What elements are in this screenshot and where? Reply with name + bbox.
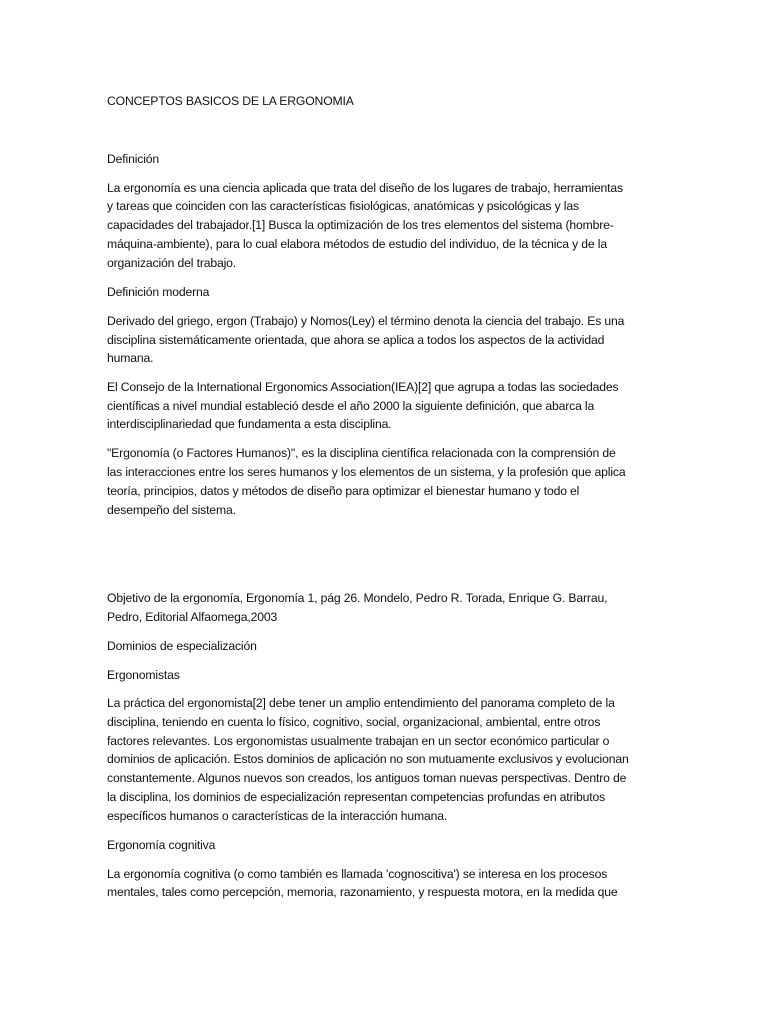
paragraph-line: máquina-ambiente), para lo cual elabora métodos de estudio del individuo, de la técnica y de la	[107, 237, 607, 251]
heading-definicion-moderna: Definición moderna	[107, 285, 210, 299]
document-title: CONCEPTOS BASICOS DE LA ERGONOMIA	[107, 94, 354, 108]
heading-ergonomistas: Ergonomistas	[107, 668, 180, 682]
paragraph-line: organización del trabajo.	[107, 256, 237, 270]
paragraph-line: Derivado del griego, ergon (Trabajo) y Nomos(Ley) el término denota la ciencia del trabajo. Es una	[107, 314, 625, 328]
paragraph-line: y tareas que coinciden con las características fisiológicas, anatómicas y psicológicas y las	[107, 199, 579, 213]
paragraph-line: interdisciplinariedad que fundamenta a esta disciplina.	[107, 417, 392, 431]
paragraph-line: El Consejo de la International Ergonomics Association(IEA)[2] que agrupa a todas las sociedades	[107, 380, 619, 394]
paragraph-line: Pedro, Editorial Alfaomega,2003	[107, 610, 278, 624]
paragraph-line: desempeño del sistema.	[107, 503, 236, 517]
paragraph-line: humana.	[107, 351, 154, 365]
paragraph-line: mentales, tales como percepción, memoria, razonamiento, y respuesta motora, en la medida que	[107, 885, 618, 899]
paragraph-line: teoría, principios, datos y métodos de diseño para optimizar el bienestar humano y todo el	[107, 484, 580, 498]
paragraph-line: específicos humanos o características de la interacción humana.	[107, 809, 448, 823]
paragraph-line: factores relevantes. Los ergonomistas usualmente trabajan en un sector económico particular o	[107, 734, 610, 748]
paragraph-line: La ergonomía es una ciencia aplicada que trata del diseño de los lugares de trabajo, herramientas	[107, 181, 623, 195]
paragraph-line: dominios de aplicación. Estos dominios de aplicación no son mutuamente exclusivos y evolucionan	[107, 752, 629, 766]
heading-definicion: Definición	[107, 152, 160, 166]
paragraph-line: científicas a nivel mundial estableció desde el año 2000 la siguiente definición, que abarca la	[107, 399, 595, 413]
paragraph-line: Objetivo de la ergonomía, Ergonomía 1, pág 26. Mondelo, Pedro R. Torada, Enrique G. Barrau,	[107, 591, 608, 605]
paragraph-line: constantemente. Algunos nuevos son creados, los antiguos toman nuevas perspectivas. Dentro de	[107, 771, 627, 785]
heading-dominios: Dominios de especialización	[107, 639, 257, 653]
paragraph-line: disciplina sistemáticamente orientada, que ahora se aplica a todos los aspectos de la actividad	[107, 333, 605, 347]
paragraph-line: La ergonomía cognitiva (o como también es llamada 'cognoscitiva') se interesa en los procesos	[107, 867, 608, 881]
paragraph-line: disciplina, teniendo en cuenta lo físico, cognitivo, social, organizacional, ambiental, entre otros	[107, 715, 601, 729]
paragraph-line: capacidades del trabajador.[1] Busca la optimización de los tres elementos del sistema (hombre-	[107, 218, 614, 232]
paragraph-line: las interacciones entre los seres humanos y los elementos de un sistema, y la profesión que aplica	[107, 465, 626, 479]
paragraph-line: "Ergonomía (o Factores Humanos)", es la disciplina científica relacionada con la comprensión de	[107, 446, 616, 460]
paragraph-line: La práctica del ergonomista[2] debe tener un amplio entendimiento del panorama completo de la	[107, 696, 615, 710]
heading-ergonomia-cognitiva: Ergonomía cognitiva	[107, 838, 216, 852]
paragraph-line: la disciplina, los dominios de especialización representan competencias profundas en atributos	[107, 790, 606, 804]
